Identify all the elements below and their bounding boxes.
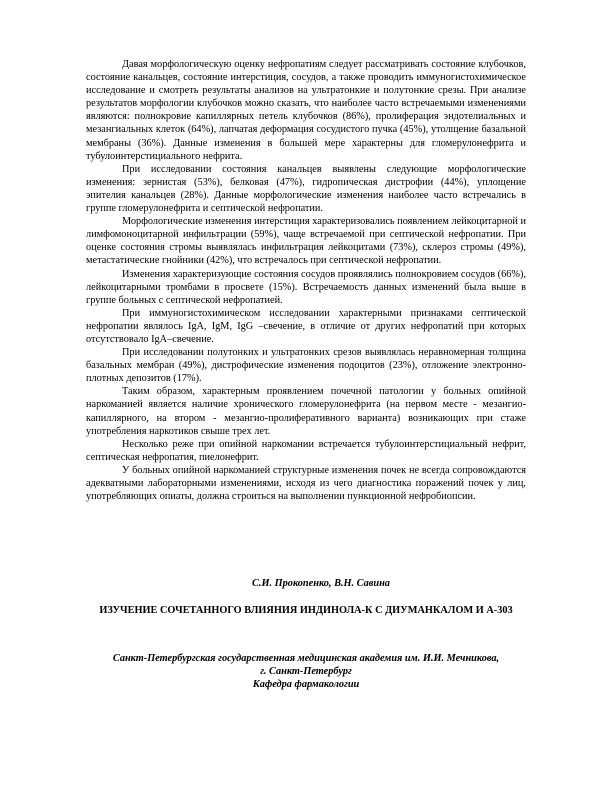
article-authors: С.И. Прокопенко, В.Н. Савина [252, 578, 390, 589]
affiliation-city: г. Санкт-Петербург [260, 666, 352, 678]
paragraph: При исследовании полутонких и ультратонких срезов выявлялась неравномерная толщина базальных мембран (49%), дистрофические изменения подоцитов (23%), отложение электронно-плотных депозитов (17%). [86, 347, 526, 385]
paragraph: Морфологические изменения интерстиция характеризовались появлением лейкоцитарной и лимфомоноцитарной инфильтрации (59%), чаще встречаемой при септической нефропатии. При оценке состояния стромы выявлялась инфильтрация лейкоцитами (73%), склероз стромы (49%), метастатические гнойники (42%), что встречалось при септической нефропатии. [86, 216, 526, 267]
paragraph: При исследовании состояния канальцев выявлены следующие морфологические изменения: зернистая (53%), белковая (47%), гидропическая дистрофии (44%), уплощение эпителия канальцев (28%). Данные морфологические изменения наиболее часто встречались в группе гломерулонефрита и септической нефропатии. [86, 163, 526, 215]
paragraph: Таким образом, характерным проявлением почечной патологии у больных опийной наркоманией является наличие хронического гломерулонефрита (на первом месте - мезангио-капиллярного, на втором - мезангио-пролиферативного варианта) возникающих при стаже употребления наркотиков свыше трех лет. [86, 386, 526, 437]
article-affiliation [86, 652, 526, 691]
document-page [86, 58, 526, 503]
article-title: ИЗУЧЕНИЕ СОЧЕТАННОГО ВЛИЯНИЯ ИНДИНОЛА-К С ДИУМАНКАЛОМ И А-303 [99, 605, 513, 616]
affiliation-department: Кафедра фармакологии [252, 679, 360, 691]
paragraph: При иммуногистохимическом исследовании характерными признаками септической нефропатии являлось IgA, IgM, IgG –свечение, в отличие от других нефропатий при которых отсутствовало IgA–свечение. [86, 307, 526, 345]
paragraph: У больных опийной наркоманией структурные изменения почек не всегда сопровождаются адекватными лабораторными изменениями, исходя из чего диагностика поражений почек у лиц, употребляющих опиаты, должна строиться на выполнении пункционной нефробиопсии. [86, 464, 526, 503]
paragraph: Несколько реже при опийной наркомании встречается тубулоинтерстициальный нефрит, септическая нефропатия, пиелонефрит. [86, 438, 526, 463]
paragraph: Давая морфологическую оценку нефропатиям следует рассматривать состояние клубочков, состояние канальцев, состояние интерстиция, сосудов, а также проводить иммуногистохимическое исследование и смотреть результаты анализов на ультратонкие и полутонкие срезы. При анализе результатов морфологии клубочков можно сказать, что наиболее часто встречаемыми изменениями являются: полнокровие капиллярных петель клубочков (86%), пролиферация эндотелиальных и мезангиальных клеток (64%), лапчатая деформация сосудистого пучка (45%), утолщение базальной мембраны (36%). Данные изменения в большей мере характерны для гломерулонефрита и тубулоинтерстициального нефрита. [86, 59, 526, 162]
affiliation-institution: Санкт-Петербургская государственная медицинская академия им. И.И. Мечникова, [112, 653, 500, 664]
paragraph: Изменения характеризующие состояния сосудов проявлялись полнокровием сосудов (66%), лейкоцитарными тромбами в просвете (15%). Встречаемость данных изменений была выше в группе больных с септической нефропатией. [86, 268, 526, 306]
